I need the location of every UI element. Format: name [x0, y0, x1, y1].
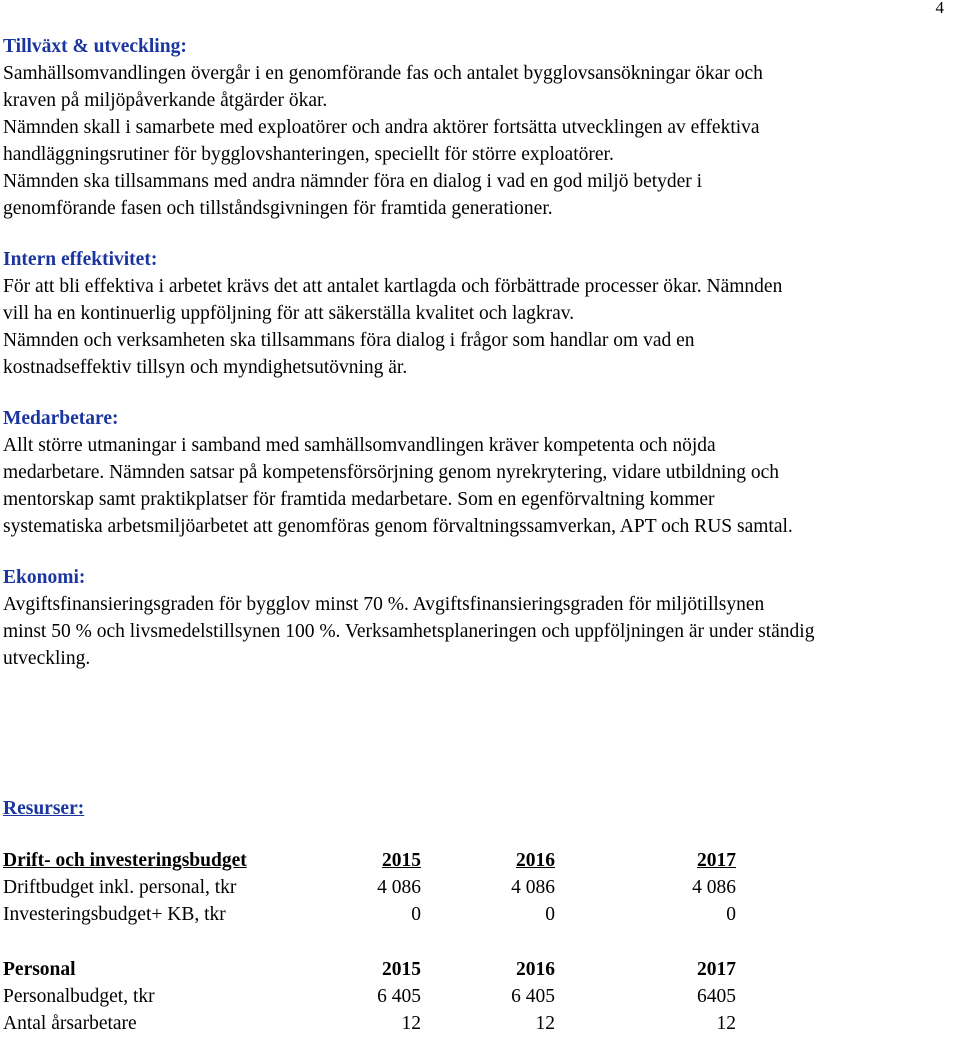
paragraph-line: vill ha en kontinuerlig uppföljning för att säkerställa kvalitet och lagkrav.: [3, 303, 575, 324]
section-ekonomi: [3, 564, 960, 672]
section-heading: Tillväxt & utveckling:: [3, 36, 187, 57]
table-header-cell: 2016: [516, 850, 555, 871]
table-cell: 6405: [697, 986, 736, 1007]
paragraph-line: Nämnden ska tillsammans med andra nämnder föra en dialog i vad en god miljö betyder i: [3, 171, 703, 192]
paragraph-line: kraven på miljöpåverkande åtgärder ökar.: [3, 90, 328, 111]
paragraph-line: mentorskap samt praktikplatser för framtida medarbetare. Som en egenförvaltning kommer: [3, 489, 715, 510]
table-row: [3, 901, 803, 928]
paragraph-line: utveckling.: [3, 648, 91, 669]
table-header-cell: Drift- och investeringsbudget: [3, 850, 247, 871]
table-cell: Personalbudget, tkr: [3, 986, 155, 1007]
paragraph-line: Samhällsomvandlingen övergår i en genomförande fas och antalet bygglovsansökningar ökar och: [3, 63, 763, 84]
page-number: 4: [935, 0, 944, 17]
paragraph-line: medarbetare. Nämnden satsar på kompetensförsörjning genom nyrekrytering, vidare utbildning och: [3, 462, 779, 483]
section-heading: Intern effektivitet:: [3, 249, 158, 270]
table-header-cell: 2017: [697, 959, 736, 980]
paragraph-line: Nämnden och verksamheten ska tillsammans föra dialog i frågor som handlar om vad en: [3, 330, 695, 351]
table-cell: 12: [716, 1013, 736, 1034]
document-body: [3, 33, 960, 672]
budget-table-header: [3, 847, 803, 874]
table-row: [3, 983, 803, 1010]
table-row: [3, 1010, 803, 1037]
section-intern-effektivitet: [3, 246, 960, 381]
section-heading: Ekonomi:: [3, 567, 86, 588]
paragraph-line: Avgiftsfinansieringsgraden för bygglov minst 70 %. Avgiftsfinansieringsgraden för miljötillsynen: [3, 594, 765, 615]
resources-heading: Resurser:: [3, 798, 85, 819]
section-tillvaxt: [3, 33, 960, 222]
table-cell: 0: [545, 904, 555, 925]
paragraph-line: systematiska arbetsmiljöarbetet att genomföras genom förvaltningssamverkan, APT och RUS samtal.: [3, 516, 793, 537]
table-cell: 0: [726, 904, 736, 925]
resources-heading-block: [3, 795, 803, 822]
table-header-cell: Personal: [3, 959, 76, 980]
table-cell: Driftbudget inkl. personal, tkr: [3, 877, 237, 898]
section-medarbetare: [3, 405, 960, 540]
table-cell: Investeringsbudget+ KB, tkr: [3, 904, 226, 925]
table-header-cell: 2015: [382, 850, 421, 871]
table-header-cell: 2015: [382, 959, 421, 980]
personal-table: [3, 956, 803, 1037]
budget-table: [3, 847, 803, 928]
table-cell: 12: [535, 1013, 555, 1034]
paragraph-line: Nämnden skall i samarbete med exploatörer och andra aktörer fortsätta utvecklingen av effektiva: [3, 117, 760, 138]
personal-table-header: [3, 956, 803, 983]
paragraph-line: genomförande fasen och tillståndsgivningen för framtida generationer.: [3, 198, 553, 219]
paragraph-line: minst 50 % och livsmedelstillsynen 100 %. Verksamhetsplaneringen och uppföljningen är under ständig: [3, 621, 815, 642]
paragraph-line: Allt större utmaningar i samband med samhällsomvandlingen kräver kompetenta och nöjda: [3, 435, 716, 456]
table-header-cell: 2016: [516, 959, 555, 980]
table-cell: 4 086: [511, 877, 555, 898]
table-cell: 6 405: [377, 986, 421, 1007]
table-cell: Antal årsarbetare: [3, 1013, 137, 1034]
table-cell: 6 405: [511, 986, 555, 1007]
table-cell: 0: [411, 904, 421, 925]
table-row: [3, 874, 803, 901]
paragraph-line: För att bli effektiva i arbetet krävs det att antalet kartlagda och förbättrade processer ökar. Nämnden: [3, 276, 783, 297]
section-heading: Medarbetare:: [3, 408, 119, 429]
paragraph-line: handläggningsrutiner för bygglovshanteringen, speciellt för större exploatörer.: [3, 144, 614, 165]
table-cell: 4 086: [377, 877, 421, 898]
table-cell: 12: [401, 1013, 421, 1034]
table-cell: 4 086: [692, 877, 736, 898]
table-header-cell: 2017: [697, 850, 736, 871]
paragraph-line: kostnadseffektiv tillsyn och myndighetsutövning är.: [3, 357, 408, 378]
